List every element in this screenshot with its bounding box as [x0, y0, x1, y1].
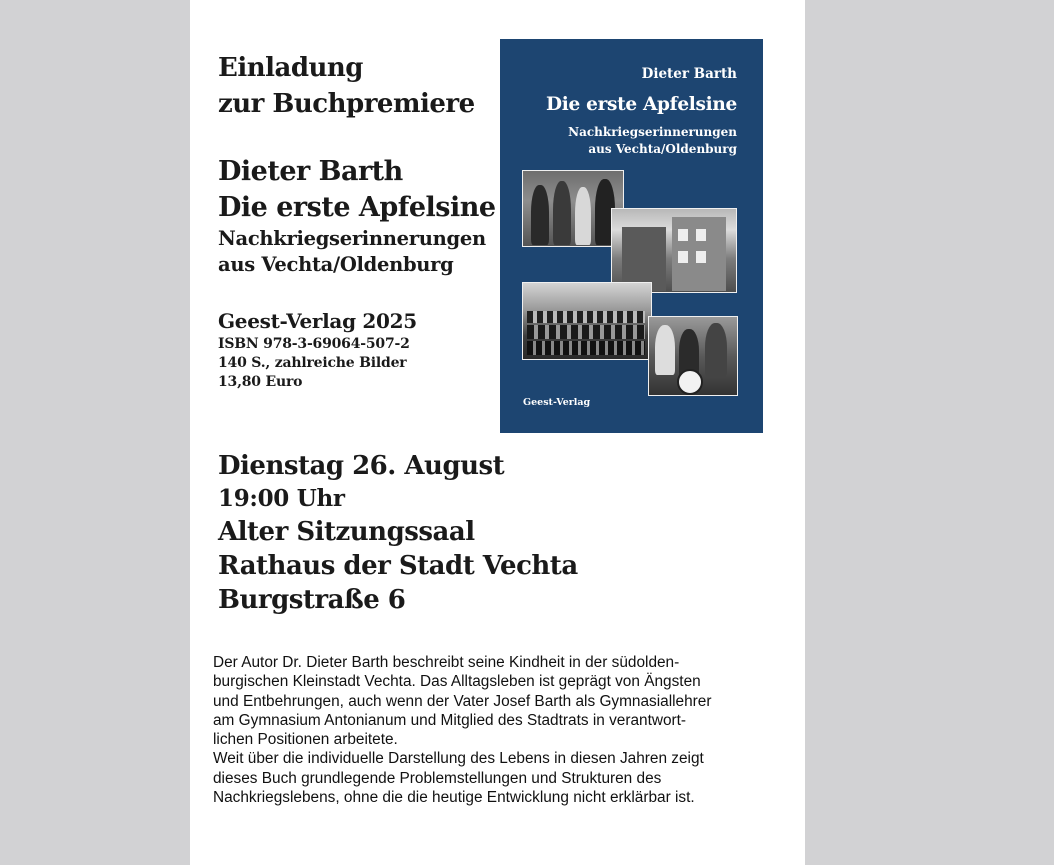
invitation-sheet: [190, 0, 805, 865]
page-count: 140 S., zahlreiche Bilder: [218, 355, 407, 371]
description-line: am Gymnasium Antonianum und Mitglied des Stadtrats in verantwort-: [213, 711, 687, 729]
cover-publisher: Geest-Verlag: [523, 397, 591, 408]
cover-photo-family: [522, 170, 624, 247]
description-line: und Entbehrungen, auch wenn der Vater Josef Barth als Gymnasiallehrer: [213, 692, 712, 710]
event-date: Dienstag 26. August: [218, 451, 505, 481]
cover-photo-building: [611, 208, 737, 293]
isbn: ISBN 978-3-69064-507-2: [218, 336, 410, 352]
description-line: lichen Positionen arbeitete.: [213, 731, 398, 749]
cover-subtitle-line-1: Nachkriegserinnerungen: [568, 125, 737, 139]
cover-photo-school-class: [522, 282, 652, 360]
book-subtitle-line-2: aus Vechta/Oldenburg: [218, 253, 454, 276]
description-line: dieses Buch grundlegende Problemstellungen und Strukturen des: [213, 769, 662, 787]
book-title: Die erste Apfelsine: [218, 192, 496, 223]
event-info: [218, 449, 578, 617]
book-cover-image: [500, 39, 763, 433]
invitation-line-1: Einladung: [218, 53, 363, 83]
book-subtitle-line-1: Nachkriegserinnerungen: [218, 227, 486, 250]
description-line: Nachkriegslebens, ohne die die heutige Entwicklung nicht erklärbar ist.: [213, 789, 695, 807]
invitation-line-2: zur Buchpremiere: [218, 89, 475, 119]
book-author: Dieter Barth: [218, 156, 403, 187]
book-description: [213, 653, 793, 807]
description-line: burgischen Kleinstadt Vechta. Das Alltagsleben ist geprägt von Ängsten: [213, 673, 701, 691]
event-room: Alter Sitzungssaal: [218, 517, 475, 547]
publication-info: [218, 307, 417, 392]
cover-subtitle: [568, 124, 737, 158]
event-time: 19:00 Uhr: [218, 485, 345, 512]
event-address: Burgstraße 6: [218, 585, 406, 615]
price: 13,80 Euro: [218, 374, 303, 390]
book-info: [218, 154, 496, 278]
cover-photo-band: [648, 316, 738, 396]
publisher-year: Geest-Verlag 2025: [218, 309, 417, 333]
invitation-heading: [218, 50, 475, 122]
description-line: Der Autor Dr. Dieter Barth beschreibt seine Kindheit in der südolden-: [213, 654, 680, 671]
cover-subtitle-line-2: aus Vechta/Oldenburg: [588, 142, 737, 156]
cover-author: Dieter Barth: [641, 66, 737, 82]
description-line: Weit über die individuelle Darstellung des Lebens in diesen Jahren zeigt: [213, 750, 704, 768]
cover-title: Die erste Apfelsine: [546, 94, 737, 115]
event-building: Rathaus der Stadt Vechta: [218, 551, 578, 581]
